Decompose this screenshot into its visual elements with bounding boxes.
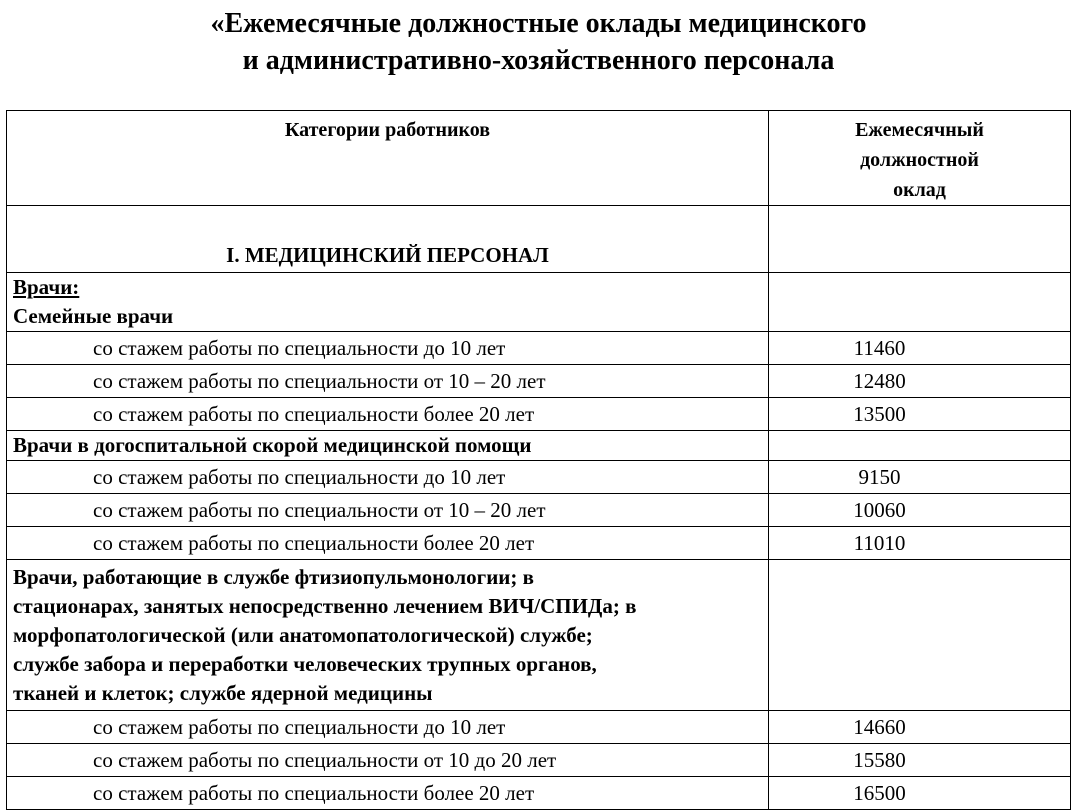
table-row xyxy=(7,398,1071,431)
group-title-line: Врачи, работающие в службе фтизиопульмонологии; в xyxy=(13,565,534,589)
header-category: Категории работников xyxy=(7,111,769,206)
row-value: 11010 xyxy=(769,527,1071,560)
row-label: со стажем работы по специальности от 10 – 20 лет xyxy=(7,365,769,398)
row-label: со стажем работы по специальности до 10 лет xyxy=(7,461,769,494)
table-row xyxy=(7,332,1071,365)
row-value: 16500 xyxy=(769,777,1071,810)
table-header-row xyxy=(7,111,1071,206)
row-label: со стажем работы по специальности более 20 лет xyxy=(7,527,769,560)
group-title-line: тканей и клеток; службе ядерной медицины xyxy=(13,681,433,705)
table-row xyxy=(7,494,1071,527)
row-value: 15580 xyxy=(769,744,1071,777)
group-row-special-doctors xyxy=(7,560,1071,711)
document-title xyxy=(0,5,1077,79)
group-title-line: морфопатологической (или анатомопатологической) службе; xyxy=(13,623,593,647)
group-title: Врачи в догоспитальной скорой медицинской помощи xyxy=(7,431,769,461)
row-label: со стажем работы по специальности более 20 лет xyxy=(7,777,769,810)
group-row-emergency-doctors xyxy=(7,431,1071,461)
section-value-cell xyxy=(769,206,1071,273)
group-title-line: службе забора и переработки человеческих трупных органов, xyxy=(13,652,597,676)
doctors-label: Врачи: xyxy=(13,275,80,299)
row-value: 13500 xyxy=(769,398,1071,431)
title-line-1: «Ежемесячные должностные оклады медицинского xyxy=(210,8,867,39)
row-value: 9150 xyxy=(769,461,1071,494)
table-row xyxy=(7,527,1071,560)
row-value: 11460 xyxy=(769,332,1071,365)
table-row xyxy=(7,365,1071,398)
section-row xyxy=(7,206,1071,273)
group-title-line: стационарах, занятых непосредственно лечением ВИЧ/СПИДа; в xyxy=(13,594,637,618)
row-label: со стажем работы по специальности до 10 лет xyxy=(7,711,769,744)
row-label: со стажем работы по специальности от 10 – 20 лет xyxy=(7,494,769,527)
title-line-2: и административно-хозяйственного персонала xyxy=(242,45,835,76)
row-label: со стажем работы по специальности от 10 до 20 лет xyxy=(7,744,769,777)
salary-table xyxy=(6,110,1071,810)
group-title-multiline xyxy=(7,560,769,711)
row-value: 14660 xyxy=(769,711,1071,744)
group-value-cell xyxy=(769,273,1071,332)
group-value-cell xyxy=(769,560,1071,711)
row-value: 10060 xyxy=(769,494,1071,527)
row-label: со стажем работы по специальности до 10 лет xyxy=(7,332,769,365)
group-value-cell xyxy=(769,431,1071,461)
table-row xyxy=(7,744,1071,777)
group-title: Семейные врачи xyxy=(13,304,174,328)
table-row xyxy=(7,777,1071,810)
table-row xyxy=(7,711,1071,744)
group-row-family-doctors xyxy=(7,273,1071,332)
header-salary xyxy=(769,111,1071,206)
section-title: I. МЕДИЦИНСКИЙ ПЕРСОНАЛ xyxy=(7,206,769,273)
table-row xyxy=(7,461,1071,494)
group-label-family-doctors xyxy=(7,273,769,332)
header-salary-text: Ежемесячный должностной оклад xyxy=(855,119,984,201)
row-label: со стажем работы по специальности более 20 лет xyxy=(7,398,769,431)
row-value: 12480 xyxy=(769,365,1071,398)
